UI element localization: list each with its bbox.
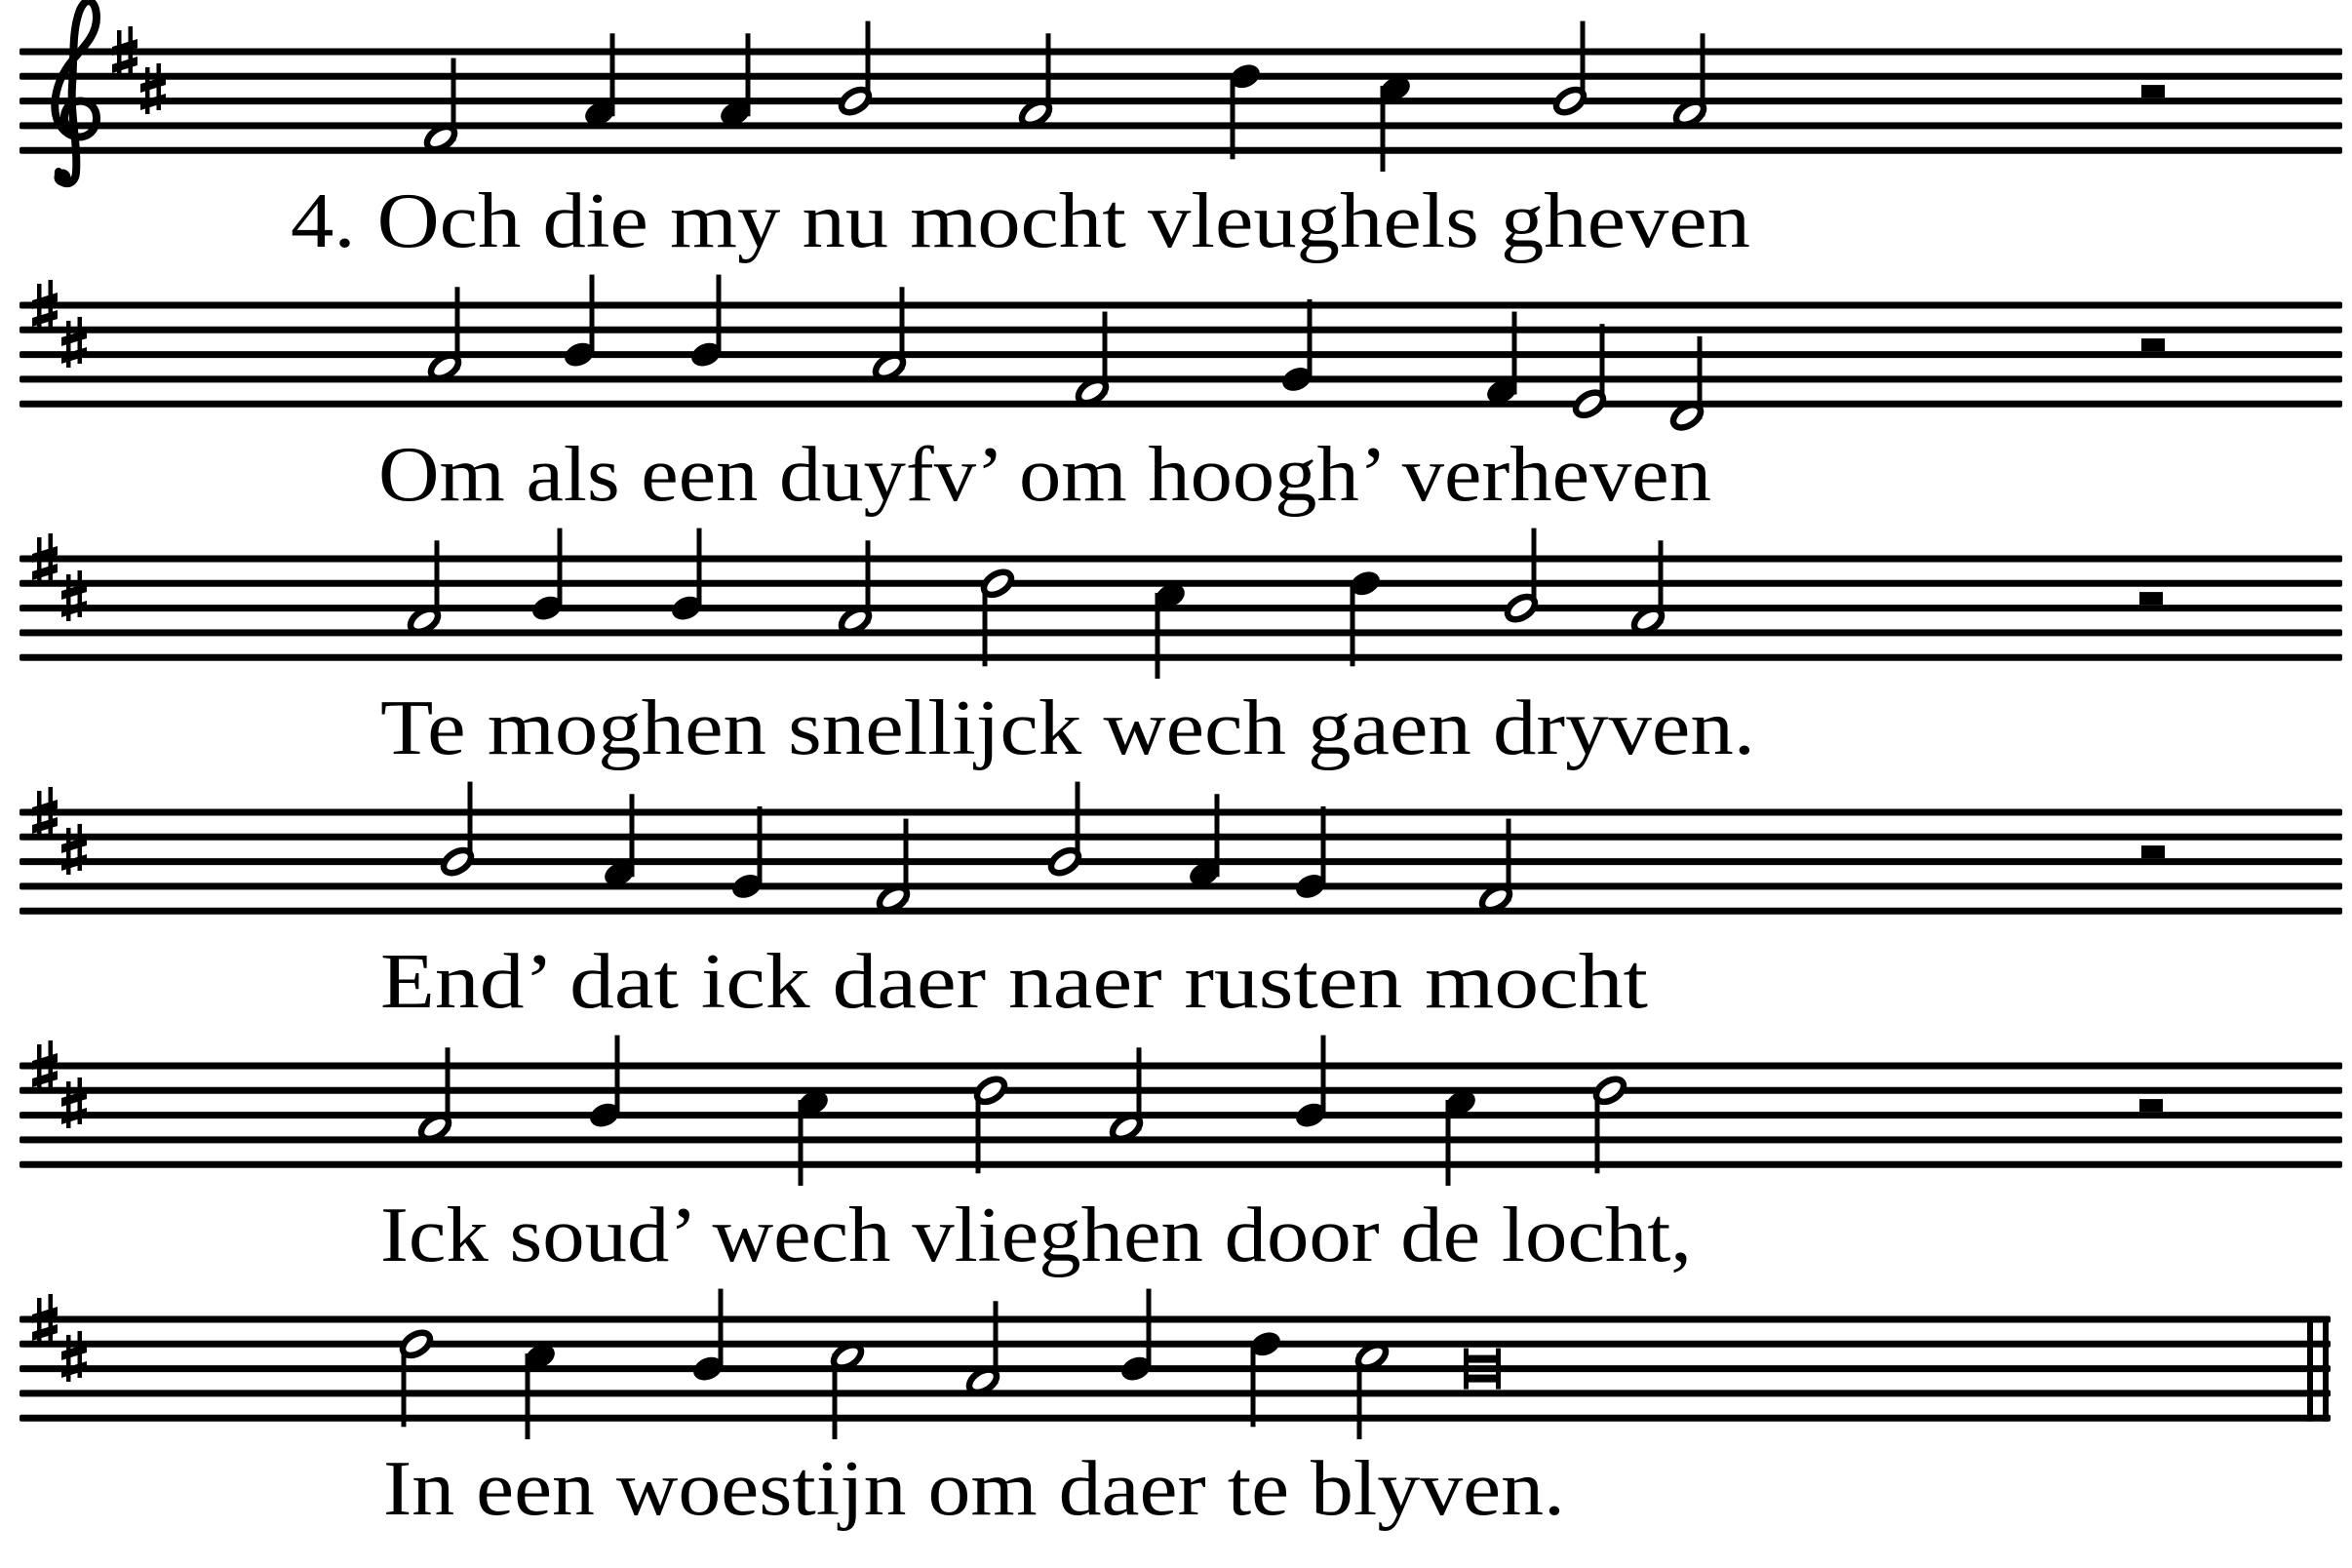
note-d5 [399, 1328, 434, 1427]
lyric-line-2: Om als een duyfv’ om hoogh’ verheven [378, 432, 1711, 518]
note-fs4 [1483, 312, 1519, 408]
half-notehead [1592, 1075, 1627, 1107]
note-b4 [1047, 782, 1082, 878]
note-b4 [838, 21, 873, 117]
sharp-icon [61, 317, 87, 368]
half-rest [2141, 845, 2165, 858]
note-a4 [1630, 540, 1666, 636]
note-stem [1231, 73, 1235, 159]
staff-line [20, 1112, 2342, 1118]
staff-line [20, 1415, 2331, 1422]
half-notehead [1047, 845, 1082, 878]
lyric-line-5: Ick soud’ wech vlieghen door de locht, [380, 1193, 1692, 1278]
staff-line [20, 1365, 2331, 1372]
note-b4 [1504, 529, 1539, 624]
staff-line [20, 375, 2342, 382]
note-a4 [717, 33, 753, 129]
note-stem [799, 1100, 804, 1186]
note-cs5 [1377, 73, 1413, 172]
note-fs4 [876, 819, 911, 915]
note-stem [1251, 1341, 1256, 1427]
treble-clef-icon [55, 1, 98, 185]
note-d5 [973, 1075, 1008, 1173]
note-cs5 [795, 1087, 831, 1186]
note-a4 [427, 287, 462, 382]
staff-line [20, 327, 2342, 333]
note-a4 [872, 287, 907, 382]
note-b4 [561, 275, 597, 371]
staff-line [20, 834, 2342, 841]
note-cs5 [830, 1341, 865, 1439]
note-d4 [1669, 336, 1705, 432]
note-a4 [1672, 33, 1707, 129]
note-a4 [407, 540, 442, 636]
note-a4 [1018, 33, 1053, 129]
staff-line [20, 809, 2342, 816]
note-fs4 [1478, 819, 1513, 915]
staff-line [20, 858, 2342, 865]
note-d5 [1347, 568, 1383, 666]
half-rest [2141, 85, 2165, 98]
staff-line [20, 401, 2342, 408]
note-b4 [1292, 1036, 1328, 1131]
note-d5 [1247, 1328, 1283, 1427]
staff-system-3 [20, 529, 2342, 679]
note-cs5 [1442, 1087, 1478, 1186]
half-notehead [1552, 85, 1588, 117]
note-a4 [417, 1047, 452, 1143]
half-rest [2139, 592, 2163, 605]
note-stem [1446, 1100, 1451, 1186]
final-barline [2323, 1316, 2329, 1422]
note-d5 [980, 568, 1015, 666]
staff-line [20, 147, 2342, 154]
staff-line [20, 580, 2342, 587]
note-stem [1156, 593, 1160, 679]
sharp-icon [61, 1331, 87, 1382]
staff-system-6 [20, 1289, 2331, 1439]
note-a4 [965, 1301, 1000, 1396]
lyric-line-4: End’ dat ick daer naer rusten mocht [380, 939, 1648, 1025]
sharp-icon [61, 1078, 87, 1128]
note-d5 [1227, 60, 1263, 159]
half-notehead [399, 1328, 434, 1360]
sharp-icon [61, 570, 87, 621]
half-notehead [973, 1075, 1008, 1107]
sharp-icon [140, 63, 166, 114]
note-stem [1381, 86, 1386, 172]
note-a4 [838, 540, 873, 636]
staff-line [20, 73, 2342, 80]
note-b4 [668, 529, 704, 624]
note-b4 [529, 529, 565, 624]
half-rest [2141, 338, 2165, 351]
staff-line [20, 1390, 2331, 1396]
note-b4 [1117, 1289, 1154, 1385]
note-fs4 [423, 59, 458, 154]
final-barline [2307, 1316, 2313, 1422]
staff-line [20, 629, 2342, 636]
note-e4 [1572, 324, 1607, 419]
staff-line [20, 1341, 2331, 1348]
note-stem [1351, 580, 1355, 666]
staff-line [20, 98, 2342, 104]
note-b4 [689, 1289, 725, 1385]
staff-line [20, 351, 2342, 358]
lyric-line-6: In een woestijn om daer te blyven. [383, 1446, 1565, 1532]
half-notehead [980, 568, 1015, 600]
note-cs5 [522, 1341, 558, 1439]
half-notehead [1504, 592, 1539, 624]
staff-system-1 [20, 1, 2342, 185]
lyric-line-1: 4. Och die my nu mocht vleughels gheven [291, 178, 1751, 264]
note-fs4 [1075, 312, 1110, 408]
staff-line [20, 908, 2342, 915]
staff-line [20, 556, 2342, 563]
staff-system-4 [20, 782, 2342, 915]
note-d5 [1592, 1075, 1627, 1173]
note-a4 [1109, 1047, 1144, 1143]
staff-line [20, 49, 2342, 56]
note-b4 [1552, 21, 1588, 117]
staff-line [20, 882, 2342, 889]
note-b4 [687, 275, 724, 371]
staff-line [20, 1136, 2342, 1143]
sharp-icon [61, 824, 87, 875]
staff-line [20, 1161, 2342, 1168]
staff-line [20, 605, 2342, 611]
staff-system-5 [20, 1036, 2342, 1186]
note-cs5 [1152, 580, 1188, 679]
note-cs5 [1354, 1341, 1390, 1439]
half-rest [2139, 1099, 2163, 1112]
half-notehead [1572, 388, 1607, 420]
note-b4 [586, 1036, 622, 1131]
staff-line [20, 122, 2342, 129]
note-g4 [728, 806, 764, 902]
note-a4 [1186, 794, 1222, 889]
note-stem [526, 1353, 530, 1439]
lyric-line-3: Te moghen snellijck wech gaen dryven. [380, 686, 1755, 771]
note-a4 [581, 33, 617, 129]
staff-system-2 [20, 275, 2342, 433]
staff-line [20, 654, 2342, 661]
staff-line [20, 302, 2342, 309]
staff-line [20, 1316, 2331, 1323]
note-a4 [601, 794, 637, 889]
half-notehead [838, 85, 873, 117]
note-g4 [1278, 299, 1314, 395]
half-notehead [440, 845, 475, 878]
staff-line [20, 1087, 2342, 1094]
staff-line [20, 1063, 2342, 1070]
note-b4 [440, 782, 475, 878]
note-g4 [1292, 806, 1328, 902]
